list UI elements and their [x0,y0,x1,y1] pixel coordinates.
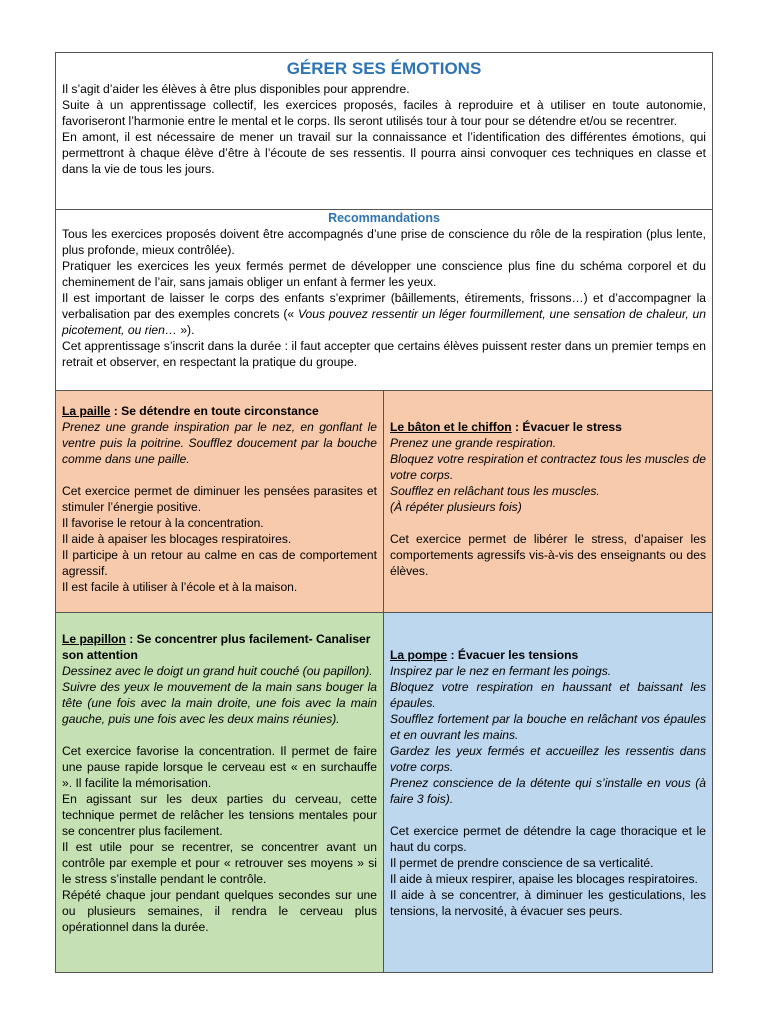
exercise-effect: Il participe à un retour au calme en cas de comportement agressif. [62,548,377,578]
intro-paragraph: Il s’agit d’aider les élèves à être plus disponibles pour apprendre. [62,82,410,96]
exercise-instruction: (À répéter plusieurs fois) [390,500,522,514]
recommendation-paragraph: Tous les exercices proposés doivent être accompagnés d’une prise de conscience du rôle de la respiration (plus lente, plus profonde, mieux contrôlée). [62,227,706,257]
exercise-instruction: Prenez conscience de la détente qui s’installe en vous (à faire 3 fois). [390,776,706,806]
exercise-card-paille [56,391,384,613]
exercise-effect: Cet exercice permet de diminuer les pensées parasites et stimuler l’énergie positive. [62,484,377,514]
recommendation-paragraph: Il est important de laisser le corps des enfants s’exprimer (bâillements, étirements, frissons…) et d’accompagner la verbalisation par des exemples concrets (« Vous pouvez ressentir un léger fourmillement, une sensation de chaleur, un picotement, ou rien… »). [62,291,706,337]
exercise-effect: Il permet de prendre conscience de sa verticalité. [390,856,654,870]
exercise-instruction: Inspirez par le nez en fermant les poings. [390,664,612,678]
exercise-effect: Il aide à mieux respirer, apaise les blocages respiratoires. [390,872,698,886]
exercise-instruction: Dessinez avec le doigt un grand huit couché (ou papillon). [62,664,373,678]
exercise-heading: Le bâton et le chiffon : Évacuer le stress [390,420,622,434]
exercise-effect: Il est utile pour se recentrer, se concentrer avant un contrôle par exemple et pour « retrouver ses moyens » si le stress s’installe pendant le contrôle. [62,840,377,886]
exercise-card-papillon [56,613,384,972]
exercise-heading: La pompe : Évacuer les tensions [390,648,579,662]
intro-section [56,53,712,210]
exercise-instruction: Soufflez en relâchant tous les muscles. [390,484,600,498]
recommendations-section [56,210,712,391]
exercise-effect: En agissant sur les deux parties du cerveau, cette technique permet de relâcher les tensions mentales pour se concentrer plus facilement. [62,792,377,838]
exercise-effect: Cet exercice permet de libérer le stress, d’apaiser les comportements agressifs vis-à-vis des enseignants ou des élèves. [390,532,706,578]
exercise-instruction: Bloquez votre respiration et contractez tous les muscles de votre corps. [390,452,706,482]
exercise-instruction: Suivre des yeux le mouvement de la main sans bouger la tête (une fois avec la main droite, une fois avec la main gauche, puis une fois avec les deux mains réunies). [62,680,377,726]
exercise-effect: Il favorise le retour à la concentration. [62,516,264,530]
exercise-instruction: Prenez une grande respiration. [390,436,557,450]
exercise-instructions: Prenez une grande inspiration par le nez, en gonflant le ventre puis la poitrine. Soufflez doucement par la bouche comme dans une paille. [62,420,377,466]
exercise-card-pompe [384,613,712,972]
recommendation-paragraph: Pratiquer les exercices les yeux fermés permet de développer une conscience plus fine du schéma corporel et du cheminement de l’air, sans jamais obliger un enfant à fermer les yeux. [62,259,706,289]
exercise-effect: Il aide à apaiser les blocages respiratoires. [62,532,292,546]
exercise-instruction: Gardez les yeux fermés et accueillez les ressentis dans votre corps. [390,744,706,774]
recommendation-paragraph: Cet apprentissage s’inscrit dans la durée : il faut accepter que certains élèves puissent rester dans un premier temps en retrait et observer, en respectant la pratique du groupe. [62,339,706,369]
exercise-heading: La paille : Se détendre en toute circonstance [62,404,319,418]
document-table [55,52,713,973]
intro-paragraph: En amont, il est nécessaire de mener un travail sur la connaissance et l’identification des différentes émotions, qui permettront à chaque élève d’être à l’écoute de ses ressentis. Il pourra ainsi convoquer ces techniques en classe et dans la vie de tous les jours. [62,130,706,176]
intro-paragraph: Suite à un apprentissage collectif, les exercices proposés, faciles à reproduire et à utiliser en toute autonomie, favoriseront l’harmonie entre le mental et le corps. Ils seront utilisés tour à tour pour se détendre et/ou se recentrer. [62,98,706,128]
exercise-heading: Le papillon : Se concentrer plus facilement- Canaliser son attention [62,632,371,662]
exercise-effect: Cet exercice permet de détendre la cage thoracique et le haut du corps. [390,824,706,854]
exercise-effect: Il est facile à utiliser à l’école et à la maison. [62,580,298,594]
exercise-instruction: Soufflez fortement par la bouche en relâchant vos épaules et en ouvrant les mains. [390,712,706,742]
exercise-effect: Il aide à se concentrer, à diminuer les gesticulations, les tensions, la nervosité, à évacuer ses peurs. [390,888,706,918]
exercise-effect: Répété chaque jour pendant quelques secondes sur une ou plusieurs semaines, il rendra le cerveau plus opérationnel dans la durée. [62,888,377,934]
exercise-effect: Cet exercice favorise la concentration. Il permet de faire une pause rapide lorsque le cerveau est « en surchauffe ». Il facilite la mémorisation. [62,744,377,790]
exercise-instruction: Bloquez votre respiration en haussant et baissant les épaules. [390,680,706,710]
page-title: GÉRER SES ÉMOTIONS [286,59,482,78]
exercise-card-baton [384,391,712,613]
recommendations-title: Recommandations [328,211,440,225]
